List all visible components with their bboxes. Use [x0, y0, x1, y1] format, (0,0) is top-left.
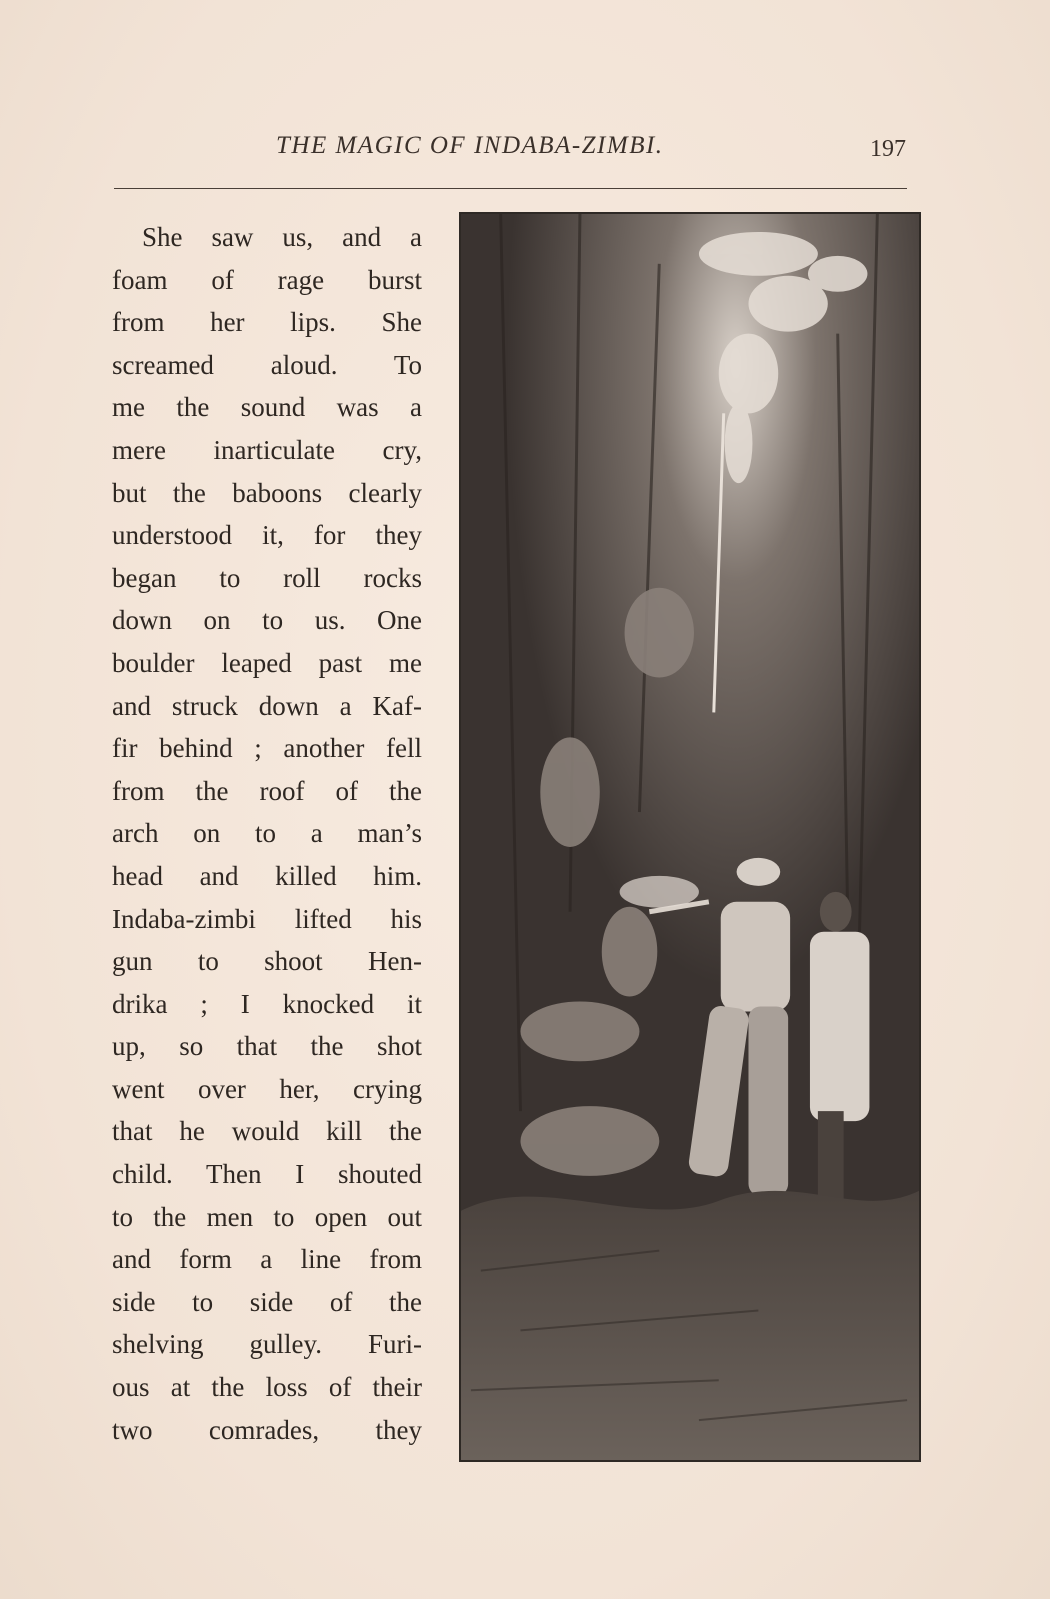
body-text-column — [112, 216, 422, 1451]
text-line: down on to us. One — [112, 605, 422, 636]
text-line: and form a line from — [112, 1244, 422, 1275]
text-line: shelving gulley. Furi- — [112, 1329, 422, 1360]
text-line: drika ; I knocked it — [112, 988, 422, 1019]
text-line: boulder leaped past me — [112, 647, 422, 678]
text-line: screamed aloud. To — [112, 349, 422, 380]
text-line: to the men to open out — [112, 1201, 422, 1232]
text-line: child. Then I shouted — [112, 1159, 422, 1190]
running-head — [0, 128, 1050, 168]
text-line: began to roll rocks — [112, 562, 422, 593]
text-line: from her lips. She — [112, 307, 422, 338]
text-line: but the baboons clearly — [112, 477, 422, 508]
text-line: head and killed him. — [112, 860, 422, 891]
text-line: from the roof of the — [112, 775, 422, 806]
page-number: 197 — [870, 136, 906, 162]
text-line: gun to shoot Hen- — [112, 946, 422, 977]
text-line: ous at the loss of their — [112, 1372, 422, 1403]
engraving-illustration — [459, 212, 921, 1462]
text-line: mere inarticulate cry, — [112, 434, 422, 465]
engraving-artwork — [461, 214, 919, 1460]
text-line: went over her, crying — [112, 1073, 422, 1104]
text-line: arch on to a man’s — [112, 818, 422, 849]
text-line: and struck down a Kaf- — [112, 690, 422, 721]
text-line: Indaba-zimbi lifted his — [112, 903, 422, 934]
text-line: that he would kill the — [112, 1116, 422, 1147]
text-line: understood it, for they — [112, 520, 422, 551]
text-line: up, so that the shot — [112, 1031, 422, 1062]
header-rule — [114, 188, 907, 189]
text-line: foam of rage burst — [112, 264, 422, 295]
rocky-ground — [461, 1191, 919, 1460]
text-line: two comrades, they — [112, 1414, 422, 1445]
text-line: me the sound was a — [112, 392, 422, 423]
text-line: She saw us, and a — [142, 222, 422, 252]
text-line: fir behind ; another fell — [112, 733, 422, 764]
gun-smoke — [620, 876, 699, 908]
text-line: side to side of the — [112, 1286, 422, 1317]
running-title: THE MAGIC OF INDABA-ZIMBI. — [276, 132, 664, 159]
